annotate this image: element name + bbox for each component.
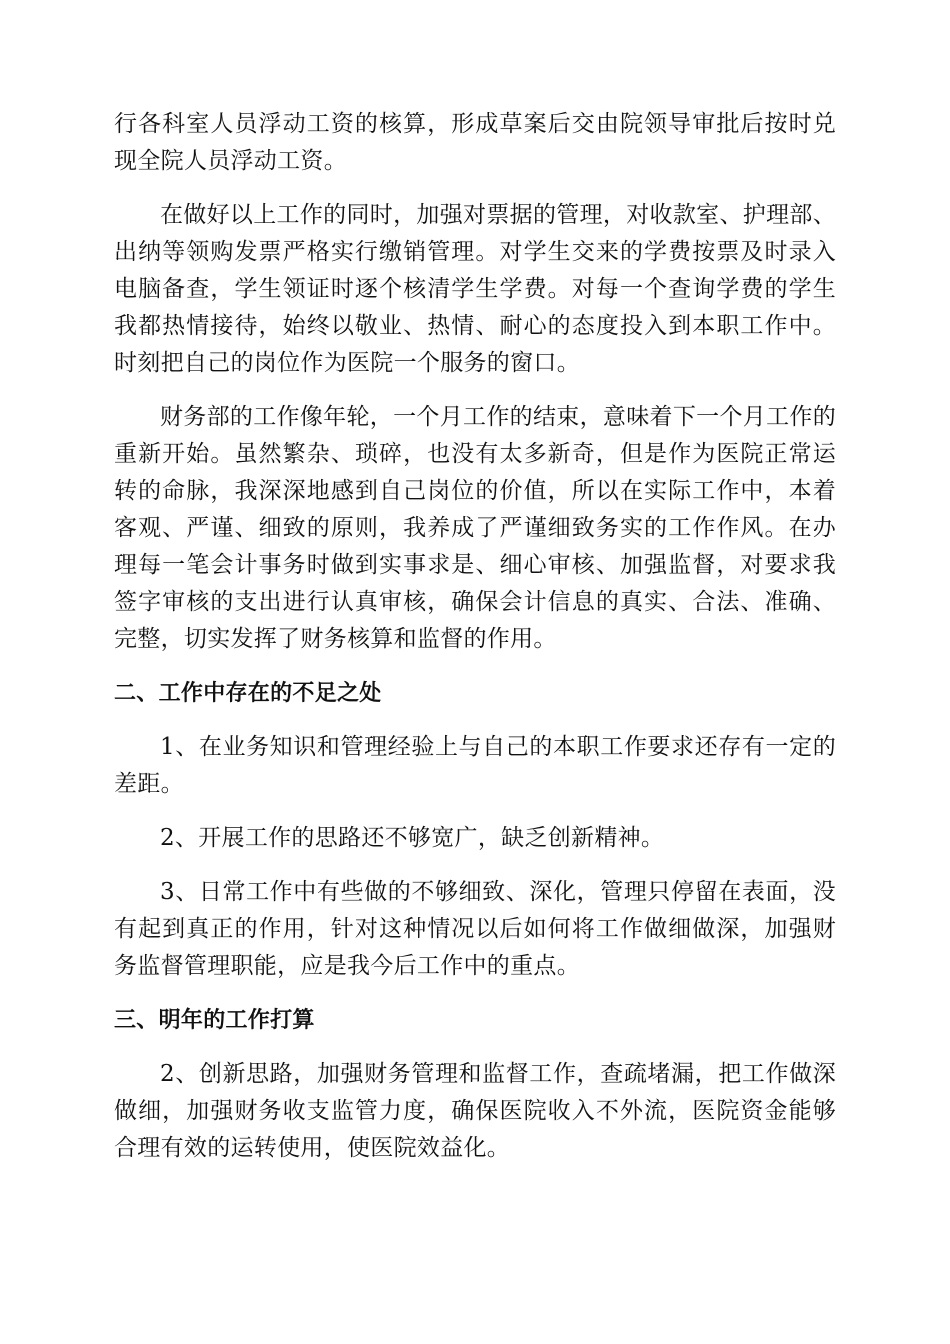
paragraph-finance-work: 财务部的工作像年轮，一个月工作的结束，意味着下一个月工作的重新开始。虽然繁杂、琐碎，也没有太多新奇，但是作为医院正常运转的命脉，我深深地感到自己岗位的价值，所以在实际工作中，本着客观、严谨、细致的原则，我养成了严谨细致务实的工作作风。在办理每一笔会计事务时做到实事求是、细心审核、加强监督，对要求我签字审核的支出进行认真审核，确保会计信息的真实、合法、准确、完整，切实发挥了财务核算和监督的作用。 (114, 404, 836, 652)
list-item-shortcoming-1: 1、在业务知识和管理经验上与自己的本职工作要求还存有一定的差距。 (114, 734, 836, 797)
section-heading-next-year-plan: 三、明年的工作打算 (114, 1008, 315, 1033)
list-item-plan-2: 2、创新思路，加强财务管理和监督工作，查疏堵漏，把工作做深做细，加强财务收支监管力度，确保医院收入不外流，医院资金能够合理有效的运转使用，使医院效益化。 (114, 1061, 836, 1161)
document-body (114, 106, 836, 1184)
paragraph-receipt-management: 在做好以上工作的同时，加强对票据的管理，对收款室、护理部、出纳等领购发票严格实行缴销管理。对学生交来的学费按票及时录入电脑备查，学生领证时逐个核清学生学费。对每一个查询学费的学生我都热情接待，始终以敬业、热情、耐心的态度投入到本职工作中。时刻把自己的岗位作为医院一个服务的窗口。 (114, 202, 836, 376)
section-heading-shortcomings: 二、工作中存在的不足之处 (114, 681, 382, 706)
list-item-shortcoming-2: 2、开展工作的思路还不够宽广，缺乏创新精神。 (160, 825, 665, 851)
list-item-shortcoming-3: 3、日常工作中有些做的不够细致、深化，管理只停留在表面，没有起到真正的作用，针对这种情况以后如何将工作做细做深，加强财务监督管理职能，应是我今后工作中的重点。 (114, 879, 836, 979)
paragraph-continuation: 行各科室人员浮动工资的核算，形成草案后交由院领导审批后按时兑现全院人员浮动工资。 (114, 111, 836, 174)
